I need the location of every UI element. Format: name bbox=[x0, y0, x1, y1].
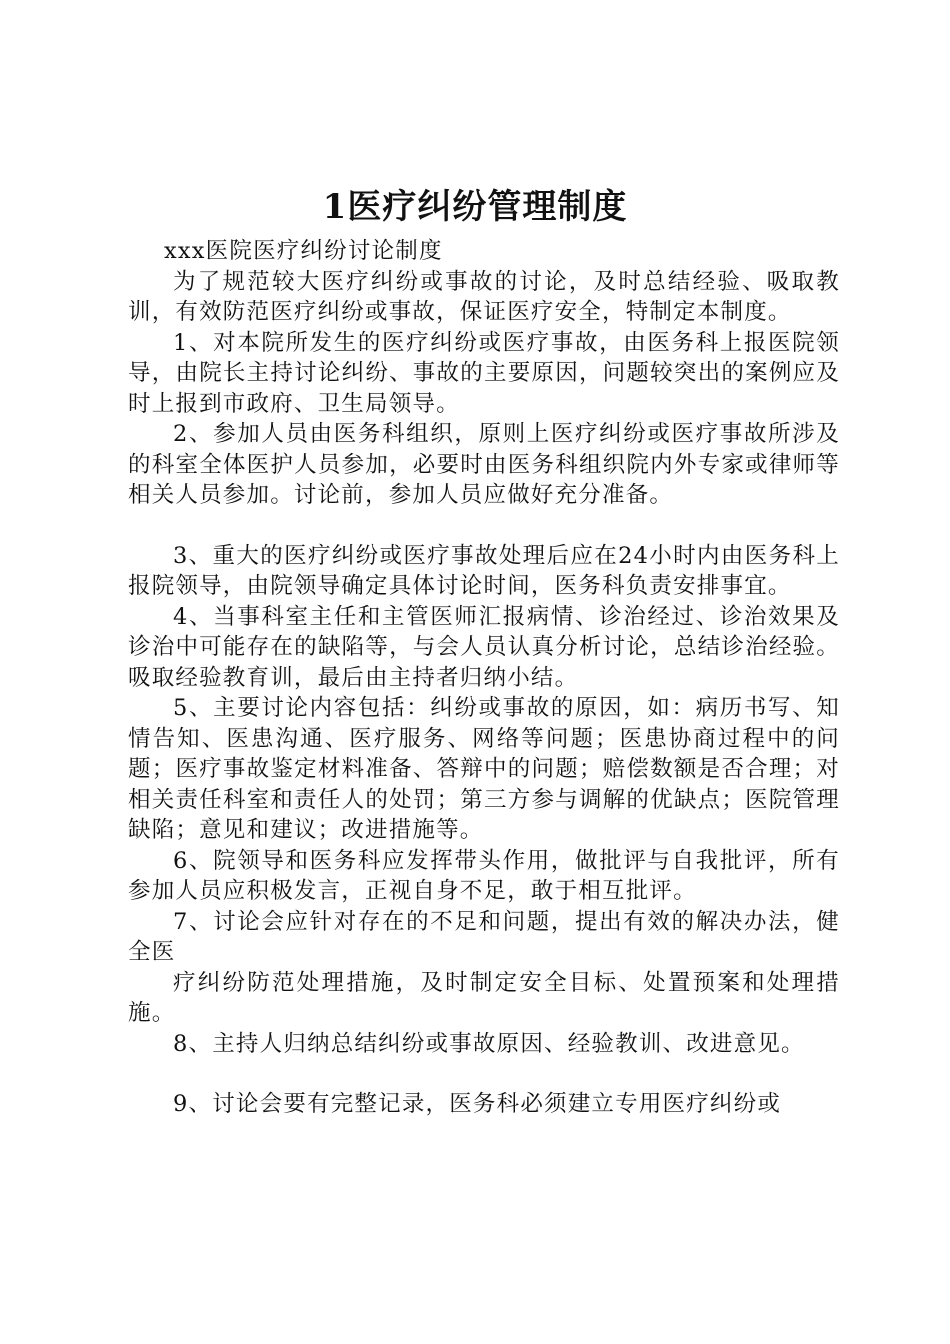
paragraph-item-4: 4、当事科室主任和主管医师汇报病情、诊治经过、诊治效果及诊治中可能存在的缺陷等，与会人员认真分析讨论，总结诊治经验。吸取经验教育训，最后由主持者归纳小结。 bbox=[128, 603, 840, 691]
paragraph-item-1: 1、对本院所发生的医疗纠纷或医疗事故，由医务科上报医院领导，由院长主持讨论纠纷、事故的主要原因，问题较突出的案例应及时上报到市政府、卫生局领导。 bbox=[128, 329, 840, 417]
paragraph-item-8: 8、主持人归纳总结纠纷或事故原因、经验教训、改进意见。 bbox=[173, 1030, 805, 1057]
paragraph-item-3: 3、重大的医疗纠纷或医疗事故处理后应在24小时内由医务科上报院领导，由院领导确定具体讨论时间，医务科负责安排事宜。 bbox=[128, 542, 840, 599]
document-body bbox=[128, 236, 840, 1120]
paragraph-item-5: 5、主要讨论内容包括：纠纷或事故的原因，如：病历书写、知情告知、医患沟通、医疗服务、网络等问题；医患协商过程中的问题；医疗事故鉴定材料准备、答辩中的问题；赔偿数额是否合理；对相关责任科室和责任人的处罚；第三方参与调解的优缺点；医院管理缺陷；意见和建议；改进措施等。 bbox=[128, 695, 840, 843]
paragraph-intro: 为了规范较大医疗纠纷或事故的讨论，及时总结经验、吸取教训，有效防范医疗纠纷或事故，保证医疗安全，特制定本制度。 bbox=[128, 268, 840, 325]
paragraph-item-2: 2、参加人员由医务科组织，原则上医疗纠纷或医疗事故所涉及的科室全体医护人员参加，必要时由医务科组织院内外专家或律师等相关人员参加。讨论前，参加人员应做好充分准备。 bbox=[128, 421, 840, 508]
paragraph-item-7: 7、讨论会应针对存在的不足和问题，提出有效的解决办法，健全医 bbox=[128, 908, 840, 965]
paragraph-item-9: 9、讨论会要有完整记录，医务科必须建立专用医疗纠纷或 bbox=[173, 1091, 782, 1117]
paragraph-item-7-continued: 疗纠纷防范处理措施，及时制定安全目标、处置预案和处理措施。 bbox=[128, 969, 840, 1026]
paragraph-item-6: 6、院领导和医务科应发挥带头作用，做批评与自我批评，所有参加人员应积极发言，正视自身不足，敢于相互批评。 bbox=[128, 847, 840, 904]
document-title: 1医疗纠纷管理制度 bbox=[322, 187, 628, 227]
document-subtitle: xxx医院医疗纠纷讨论制度 bbox=[164, 238, 443, 264]
